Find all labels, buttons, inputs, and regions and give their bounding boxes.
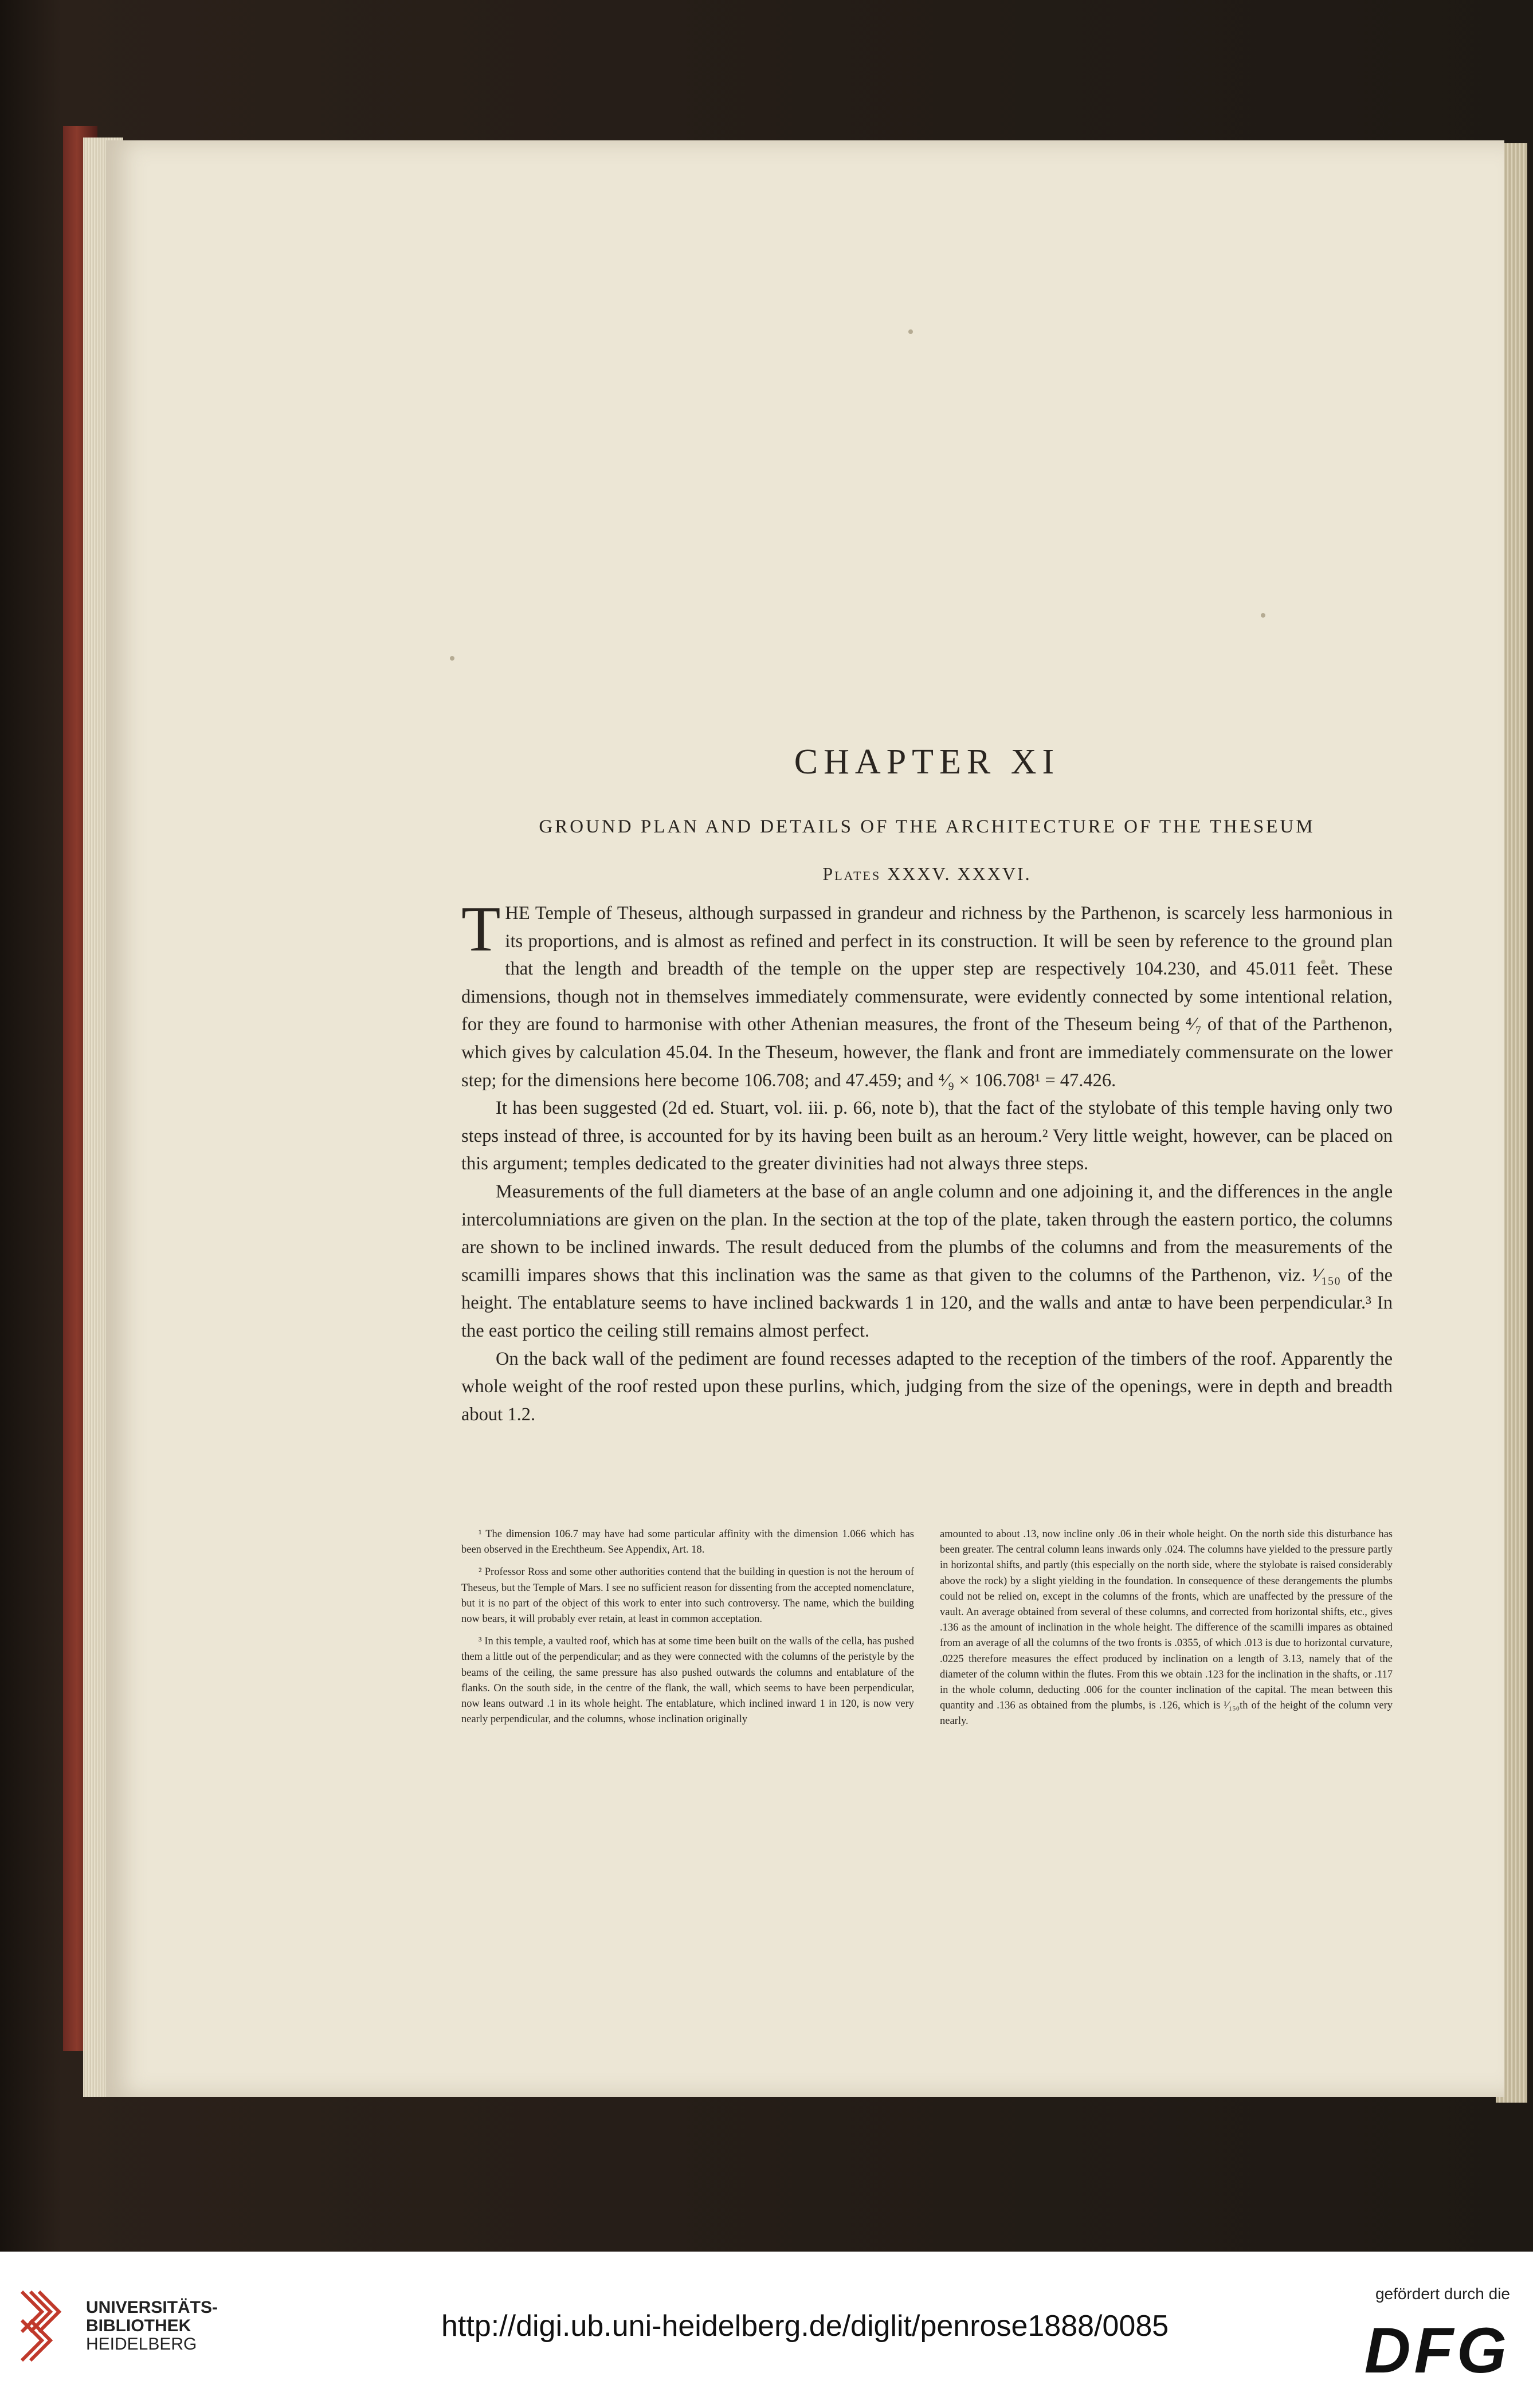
university-seal-icon <box>16 2286 68 2366</box>
drop-cap: T <box>461 894 501 965</box>
footnote: ¹ The dimension 106.7 may have had some particular affinity with the dimension 1.066 which has been observed in the Erechtheum. See Appendix, Art. 18. <box>461 1529 914 1556</box>
body-text <box>461 894 1393 1428</box>
footnote-continuation: amounted to about .13, now incline only .06 in their whole height. On the north side this disturbance has been greater. The central column leans inwards only .024. The columns have yielded to the pressure partly in horizontal shifts, and partly (this especially on the north side, where the stylobate is raised considerably above the rock) by a slight yielding in the foundation. In consequence of these derangements the plumbs could not be relied on, except in the columns of the fronts, which are unaffected by the pressure of the vault. An average obtained from several of these columns, and corrected from horizontal shifts, etc., gives .136 as the amount of inclination in the whole height. The difference of the scamilli impares as obtained from an average of all the columns of the two fronts is .0355, of which .013 is due to horizontal curvature, .0225 therefore measures the effect produced by inclination on a length of 3.13, namely that of the diameter of the column within the flutes. From this we obtain .123 for the inclination in the shafts, or .117 in the whole column, deducting .006 for the counter inclination of the capital. The mean between this quantity and .136 as obtained from the plumbs, is .126, which is ¹⁄₁₅₀th of the height of the column very nearly. <box>940 1529 1393 1727</box>
paragraph <box>461 894 1393 1094</box>
footnote: ³ In this temple, a vaulted roof, which has at some time been built on the walls of the cella, has pushed them a little out of the perpendicular; and as they were connected with the columns of the peristyle by the beams of the ceiling, the same pressure has also pushed outwards the columns and entablature of the flanks. On the south side, in the centre of the flank, the wall, which seems to have been perpendicular, now leans outward .1 in its whole height. The entablature, which inclined inward 1 in 120, is now very nearly perpendicular, and the columns, whose inclination originally <box>461 1636 914 1726</box>
institution-line-2: BIBLIOTHEK <box>86 2316 191 2335</box>
footnotes <box>461 1527 1393 1737</box>
paragraph: On the back wall of the pediment are found recesses adapted to the reception of the timbers of the roof. Apparently the whole weight of the roof rested upon these purlins, which, judging from the size of the openings, were in depth and breadth about 1.2. <box>461 1348 1393 1425</box>
institution-name <box>86 2299 218 2354</box>
plates-reference: Plates XXXV. XXXVI. <box>822 863 1032 884</box>
paper-speck <box>908 329 913 334</box>
dfg-logo: DFG <box>1364 2315 1510 2386</box>
footnotes-left-column <box>461 1527 914 1737</box>
permalink-url[interactable]: http://digi.ub.uni-heidelberg.de/diglit/penrose1888/0085 <box>441 2309 1169 2343</box>
paragraph: It has been suggested (2d ed. Stuart, vol. iii. p. 66, note b), that the fact of the stylobate of this temple having only two steps instead of three, is accounted for by its having been built as an heroum.² Very little weight, however, can be placed on this argument; temples dedicated to the greater divinities had not always three steps. <box>461 1098 1393 1174</box>
paper-speck <box>1261 613 1265 618</box>
paragraph-text: HE Temple of Theseus, although surpassed in grandeur and richness by the Parthenon, is scarcely less harmonious in its proportions, and is almost as refined and perfect in its construction. It will be seen by reference to the ground plan that the length and breadth of the temple on the upper step are respectively 104.230, and 45.011 feet. These dimensions, though not in themselves immediately commensurate, were evidently connected by some intentional relation, for they are found to harmonise with other Athenian measures, the front of the Theseum being ⁴⁄₇ of that of the Parthenon, which gives by calculation 45.04. In the Theseum, however, the flank and front are immediately commensurate on the lower step; for the dimensions here become 106.708; and 47.459; and ⁴⁄₉ × 106.708¹ = 47.426. <box>461 903 1393 1091</box>
institution-line-3: HEIDELBERG <box>86 2335 197 2354</box>
institution-line-1: UNIVERSITÄTS- <box>86 2298 218 2317</box>
sponsor-text: gefördert durch die <box>1375 2285 1510 2303</box>
paper-speck <box>450 656 454 661</box>
footnote: ² Professor Ross and some other authorities contend that the building in question is not the heroum of Theseus, but the Temple of Mars. I see no sufficient reason for dissenting from the accepted nomenclature, but it is no part of the object of this work to enter into such controversy. The name, which the building now bears, it will probably ever retain, at least in common acceptation. <box>461 1566 914 1625</box>
book-page <box>106 140 1504 2097</box>
chapter-heading: CHAPTER XI <box>794 743 1060 781</box>
footnotes-right-column <box>940 1527 1393 1737</box>
paragraph: Measurements of the full diameters at the base of an angle column and one adjoining it, and the differences in the angle intercolumniations are given on the plan. In the section at the top of the plate, taken through the eastern portico, the columns are shown to be inclined inwards. The result deduced from the plumbs of the columns and from the measurements of the scamilli impares shows that this inclination was the same as that given to the columns of the Parthenon, viz. ¹⁄₁₅₀ of the height. The entablature seems to have inclined backwards 1 in 120, and the walls and antæ to have been perpendicular.³ In the east portico the ceiling still remains almost perfect. <box>461 1181 1393 1341</box>
viewer-footer <box>0 2252 1533 2408</box>
chapter-subtitle: GROUND PLAN AND DETAILS OF THE ARCHITECTURE OF THE THESEUM <box>539 816 1315 837</box>
